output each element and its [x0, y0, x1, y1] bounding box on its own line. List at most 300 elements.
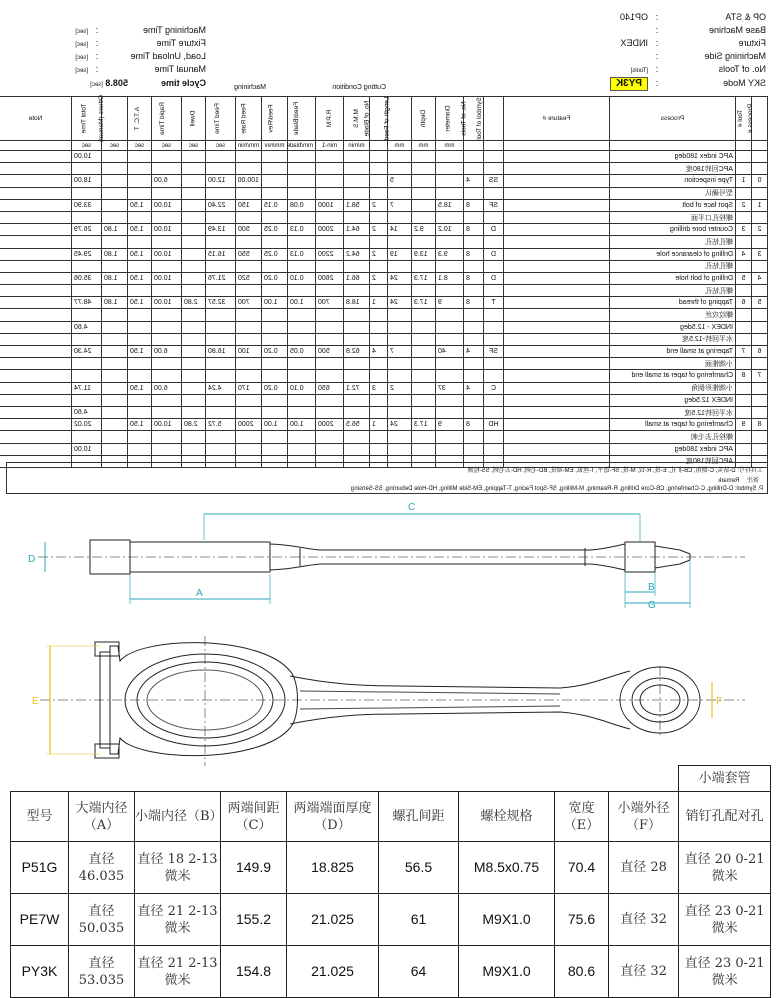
table-cell — [236, 309, 262, 321]
table-cell: 0.15 — [262, 199, 288, 211]
table-cell — [206, 370, 236, 382]
table-row — [0, 285, 768, 297]
table-cell — [262, 394, 288, 406]
table-cell — [436, 321, 464, 333]
table-cell: 13.49 — [206, 224, 236, 236]
table-cell — [102, 260, 128, 272]
table-cell — [484, 285, 504, 297]
table-cell — [504, 321, 610, 333]
table-cell — [152, 370, 182, 382]
table-cell — [236, 394, 262, 406]
table-cell: 2 — [370, 199, 388, 211]
table-cell — [752, 406, 768, 418]
table-cell: 6 — [752, 346, 768, 358]
table-cell: D — [484, 224, 504, 236]
table-cell — [236, 431, 262, 443]
table-cell: 9 — [436, 419, 464, 431]
hdr-fixture: Fixture:INDEX — [620, 38, 766, 48]
table-cell — [412, 163, 436, 175]
table-cell: 1.50 — [128, 419, 152, 431]
table-cell: T — [484, 297, 504, 309]
col-unit: mm — [412, 141, 436, 151]
table-cell — [0, 370, 72, 382]
table-cell — [736, 321, 752, 333]
table-cell — [152, 431, 182, 443]
table-cell — [436, 175, 464, 187]
table-cell: 64.2 — [344, 248, 370, 260]
table-cell — [236, 358, 262, 370]
spec-header: 小端外径（F） — [609, 792, 679, 842]
table-cell — [504, 260, 610, 272]
table-cell — [504, 187, 610, 199]
table-cell: 64.1 — [344, 224, 370, 236]
table-cell — [464, 236, 484, 248]
table-cell: 4 — [464, 175, 484, 187]
table-cell: 1 — [752, 199, 768, 211]
table-cell: 0.25 — [262, 248, 288, 260]
col-unit: sec — [128, 141, 152, 151]
spec-cell: 18.825 — [287, 842, 379, 894]
col-unit — [752, 141, 768, 151]
table-cell: 2 — [370, 224, 388, 236]
table-cell — [182, 443, 206, 455]
table-row — [0, 163, 768, 175]
table-cell — [752, 382, 768, 394]
table-cell — [736, 236, 752, 248]
spec-cell: 64 — [379, 946, 459, 998]
table-cell — [0, 224, 72, 236]
table-cell — [412, 358, 436, 370]
table-cell — [0, 151, 72, 163]
col-unit: sec — [206, 141, 236, 151]
table-cell — [206, 321, 236, 333]
table-row — [0, 224, 768, 236]
table-cell: APC回转180度 — [610, 163, 736, 175]
spec-header: 宽度（E） — [555, 792, 609, 842]
table-cell — [344, 394, 370, 406]
table-cell — [102, 419, 128, 431]
table-cell — [288, 211, 316, 223]
table-cell — [182, 346, 206, 358]
table-cell — [102, 151, 128, 163]
table-cell — [484, 187, 504, 199]
spec-cell: 直径 20 0-21 微米 — [679, 842, 771, 894]
table-cell: 2 — [736, 199, 752, 211]
table-cell — [412, 370, 436, 382]
table-cell: 1.00 — [262, 419, 288, 431]
table-cell — [464, 394, 484, 406]
table-cell: 2 — [752, 224, 768, 236]
col-header: Diameter — [436, 97, 464, 141]
table-cell: Drilling of clearance hole — [610, 248, 736, 260]
table-cell — [752, 394, 768, 406]
table-cell — [316, 309, 344, 321]
col-header: Length of Feed — [388, 97, 412, 141]
table-cell: 2000 — [316, 224, 344, 236]
table-cell — [344, 285, 370, 297]
table-cell — [370, 406, 388, 418]
col-unit — [736, 141, 752, 151]
table-cell — [484, 236, 504, 248]
table-cell — [344, 260, 370, 272]
table-cell — [206, 187, 236, 199]
table-cell — [504, 163, 610, 175]
table-cell — [0, 163, 72, 175]
table-cell: 17.3 — [412, 419, 436, 431]
table-row — [0, 211, 768, 223]
table-cell: 10.00 — [152, 199, 182, 211]
table-cell: 4 — [736, 248, 752, 260]
table-cell — [736, 443, 752, 455]
table-cell — [102, 187, 128, 199]
table-cell — [344, 175, 370, 187]
table-cell — [344, 211, 370, 223]
table-cell: 4 — [464, 346, 484, 358]
table-cell — [72, 394, 102, 406]
table-cell: 螺孔钻孔 — [610, 260, 736, 272]
table-cell — [464, 333, 484, 345]
table-cell — [464, 406, 484, 418]
table-cell — [102, 211, 128, 223]
table-row — [0, 248, 768, 260]
table-cell — [288, 236, 316, 248]
table-cell — [388, 333, 412, 345]
table-cell — [370, 443, 388, 455]
table-cell — [484, 394, 504, 406]
table-cell — [436, 394, 464, 406]
table-cell — [288, 406, 316, 418]
table-cell — [0, 321, 72, 333]
table-cell: D — [484, 272, 504, 284]
table-cell — [316, 443, 344, 455]
remark-line-cn: 工具符号: D-钻头, C-倒角, CB-扩孔, E-铣, R-铰, M-铣, SF-锪平, T-丝锥, EM-端铣, BD-毛刺, HD-去毛刺, SS-检测 — [467, 468, 763, 474]
table-cell: 500 — [236, 224, 262, 236]
table-cell — [262, 187, 288, 199]
table-cell: 0.20 — [262, 346, 288, 358]
table-cell — [736, 394, 752, 406]
table-cell — [236, 163, 262, 175]
table-cell — [388, 309, 412, 321]
table-cell — [736, 333, 752, 345]
table-cell — [0, 333, 72, 345]
table-cell — [102, 406, 128, 418]
table-cell: 500 — [316, 346, 344, 358]
table-cell: 4.60 — [72, 321, 102, 333]
table-cell: SF — [484, 199, 504, 211]
table-cell — [72, 211, 102, 223]
table-cell — [288, 163, 316, 175]
table-cell — [316, 333, 344, 345]
table-cell — [262, 370, 288, 382]
col-unit: m/min — [344, 141, 370, 151]
table-cell — [752, 431, 768, 443]
table-cell — [128, 260, 152, 272]
table-cell: 10.00 — [152, 272, 182, 284]
col-header: Depth — [412, 97, 436, 141]
table-cell — [206, 309, 236, 321]
spec-cell: 21.025 — [287, 894, 379, 946]
table-cell — [128, 211, 152, 223]
table-cell: APC index 180deg — [610, 151, 736, 163]
table-cell — [288, 151, 316, 163]
table-cell — [128, 406, 152, 418]
table-cell — [262, 358, 288, 370]
table-cell — [262, 309, 288, 321]
table-cell — [128, 443, 152, 455]
col-header: Tool # — [736, 97, 752, 141]
table-cell — [206, 260, 236, 272]
table-cell: 4 — [752, 272, 768, 284]
table-cell: Chamfering of taper at small end — [610, 370, 736, 382]
table-cell — [752, 309, 768, 321]
table-cell: 1 — [370, 297, 388, 309]
col-unit: mm/rev — [262, 141, 288, 151]
table-cell — [128, 309, 152, 321]
table-cell — [412, 187, 436, 199]
table-cell: 8.1 — [436, 272, 464, 284]
table-cell: 650 — [316, 382, 344, 394]
table-row — [0, 333, 768, 345]
table-cell — [484, 211, 504, 223]
table-cell — [504, 236, 610, 248]
table-cell — [388, 163, 412, 175]
table-cell — [736, 211, 752, 223]
table-cell — [752, 163, 768, 175]
table-cell — [102, 443, 128, 455]
table-cell — [388, 431, 412, 443]
col-header: Rapid Time — [152, 97, 182, 141]
table-row — [0, 272, 768, 284]
table-cell: 6 — [736, 297, 752, 309]
table-cell — [370, 321, 388, 333]
table-cell: 8 — [464, 272, 484, 284]
table-cell: 1.50 — [128, 248, 152, 260]
table-cell: 1.80 — [102, 272, 128, 284]
col-header: Process # — [752, 97, 768, 141]
col-header: Others (Manual) — [102, 97, 128, 141]
table-cell — [128, 163, 152, 175]
table-cell: 5 — [752, 297, 768, 309]
table-cell — [0, 443, 72, 455]
table-cell — [0, 272, 72, 284]
table-cell: 32.57 — [206, 297, 236, 309]
table-cell — [436, 285, 464, 297]
table-cell: 0.08 — [288, 199, 316, 211]
table-cell — [436, 431, 464, 443]
table-cell — [484, 260, 504, 272]
table-cell — [128, 358, 152, 370]
table-cell — [0, 211, 72, 223]
table-cell — [288, 431, 316, 443]
spec-model: P51G — [11, 842, 69, 894]
table-cell: 8 — [464, 419, 484, 431]
table-cell — [752, 151, 768, 163]
table-cell: 0.20 — [262, 382, 288, 394]
table-cell: 9.2 — [412, 224, 436, 236]
table-cell: 水平回转12.5度 — [610, 406, 736, 418]
table-cell — [344, 443, 370, 455]
table-cell — [370, 370, 388, 382]
table-cell — [436, 187, 464, 199]
table-cell — [412, 285, 436, 297]
table-cell: 小端锥面 — [610, 358, 736, 370]
table-cell — [412, 309, 436, 321]
table-cell: 螺栓孔口平面 — [610, 211, 736, 223]
table-cell — [436, 309, 464, 321]
table-cell — [316, 260, 344, 272]
table-cell — [102, 321, 128, 333]
table-cell — [128, 151, 152, 163]
table-cell — [102, 346, 128, 358]
table-cell: 1.50 — [128, 272, 152, 284]
table-cell — [288, 394, 316, 406]
table-cell — [0, 431, 72, 443]
table-cell — [344, 358, 370, 370]
table-cell — [128, 370, 152, 382]
col-unit: mm/blade — [288, 141, 316, 151]
table-cell: 14 — [388, 224, 412, 236]
table-cell — [0, 419, 72, 431]
table-cell — [344, 431, 370, 443]
table-cell — [152, 358, 182, 370]
table-cell — [206, 151, 236, 163]
table-cell — [288, 187, 316, 199]
col-unit: mm — [436, 141, 464, 151]
table-cell: 33.90 — [72, 199, 102, 211]
table-cell: 0 — [752, 175, 768, 187]
table-cell: SF — [484, 346, 504, 358]
table-cell — [102, 431, 128, 443]
table-cell — [262, 406, 288, 418]
table-cell: 62.8 — [344, 346, 370, 358]
label-D: D — [28, 554, 36, 565]
table-cell — [464, 321, 484, 333]
table-cell: 37 — [436, 382, 464, 394]
table-cell — [464, 163, 484, 175]
table-cell: 1.50 — [128, 297, 152, 309]
table-cell — [206, 431, 236, 443]
table-row — [0, 175, 768, 187]
table-cell — [152, 443, 182, 455]
spec-cell: 直径 46.035 — [69, 842, 135, 894]
table-cell — [344, 333, 370, 345]
table-cell — [412, 443, 436, 455]
spec-cell: 直径 23 0-21 微米 — [679, 894, 771, 946]
table-cell: 18.00 — [72, 175, 102, 187]
table-cell: 24 — [388, 297, 412, 309]
table-cell — [182, 406, 206, 418]
table-cell: 35.06 — [72, 272, 102, 284]
spec-cell: 直径 53.035 — [69, 946, 135, 998]
table-cell: 螺孔钻孔 — [610, 285, 736, 297]
sky-mode-badge: PY3K — [610, 77, 648, 91]
table-cell — [72, 187, 102, 199]
table-cell — [182, 321, 206, 333]
table-cell: 18.8 — [344, 297, 370, 309]
spec-header-row — [11, 792, 771, 842]
table-cell — [388, 443, 412, 455]
spec-model: PE7W — [11, 894, 69, 946]
label-E: E — [32, 696, 39, 707]
spec-cell: 56.5 — [379, 842, 459, 894]
table-cell — [72, 236, 102, 248]
table-cell — [0, 382, 72, 394]
table-cell — [736, 358, 752, 370]
label-G: G — [648, 600, 656, 611]
table-cell — [182, 163, 206, 175]
table-cell — [236, 211, 262, 223]
table-cell: 19 — [388, 248, 412, 260]
table-row — [0, 382, 768, 394]
table-cell — [316, 236, 344, 248]
table-cell — [464, 309, 484, 321]
table-cell — [316, 151, 344, 163]
hdr-op-sta: OP & STA:OP140 — [619, 12, 766, 22]
table-cell — [464, 358, 484, 370]
table-cell — [436, 260, 464, 272]
table-row — [0, 187, 768, 199]
table-cell — [0, 358, 72, 370]
table-cell — [288, 333, 316, 345]
table-cell: 0.10 — [288, 382, 316, 394]
table-cell — [370, 175, 388, 187]
table-cell: 6.00 — [152, 346, 182, 358]
table-cell — [464, 260, 484, 272]
col-header: R.P.M — [316, 97, 344, 141]
table-cell — [316, 187, 344, 199]
table-cell — [0, 248, 72, 260]
table-row — [0, 297, 768, 309]
table-cell: 1.80 — [102, 297, 128, 309]
table-row — [0, 199, 768, 211]
table-cell — [504, 285, 610, 297]
table-cell: 7 — [388, 199, 412, 211]
table-cell: 10.00 — [152, 297, 182, 309]
table-cell: 1.50 — [128, 199, 152, 211]
table-cell: 型号确认 — [610, 187, 736, 199]
table-cell — [206, 443, 236, 455]
table-cell — [206, 236, 236, 248]
table-cell: 72.1 — [344, 382, 370, 394]
cycle-time: Cycle time 508.8 [sec] — [90, 78, 206, 88]
table-cell — [152, 321, 182, 333]
table-cell — [388, 394, 412, 406]
table-cell — [752, 358, 768, 370]
table-cell: 6.00 — [152, 175, 182, 187]
col-header: Feed/Rev — [262, 97, 288, 141]
table-cell: 3 — [752, 248, 768, 260]
table-cell: 24.30 — [72, 346, 102, 358]
table-cell — [206, 394, 236, 406]
hdr-sky-mode: SKY Mode: — [655, 78, 766, 88]
table-cell — [0, 297, 72, 309]
table-cell — [72, 333, 102, 345]
label-F: F — [716, 696, 723, 707]
table-cell: 29.45 — [72, 248, 102, 260]
table-cell — [436, 443, 464, 455]
table-cell — [182, 187, 206, 199]
table-cell: 4.24 — [206, 382, 236, 394]
table-cell — [752, 443, 768, 455]
table-cell: D — [484, 248, 504, 260]
table-cell — [436, 358, 464, 370]
spec-header: 大端内径（A） — [69, 792, 135, 842]
spec-cell: 直径 32 — [609, 946, 679, 998]
table-cell: 2200 — [316, 248, 344, 260]
col-unit — [370, 141, 388, 151]
table-cell — [182, 431, 206, 443]
table-cell — [236, 285, 262, 297]
